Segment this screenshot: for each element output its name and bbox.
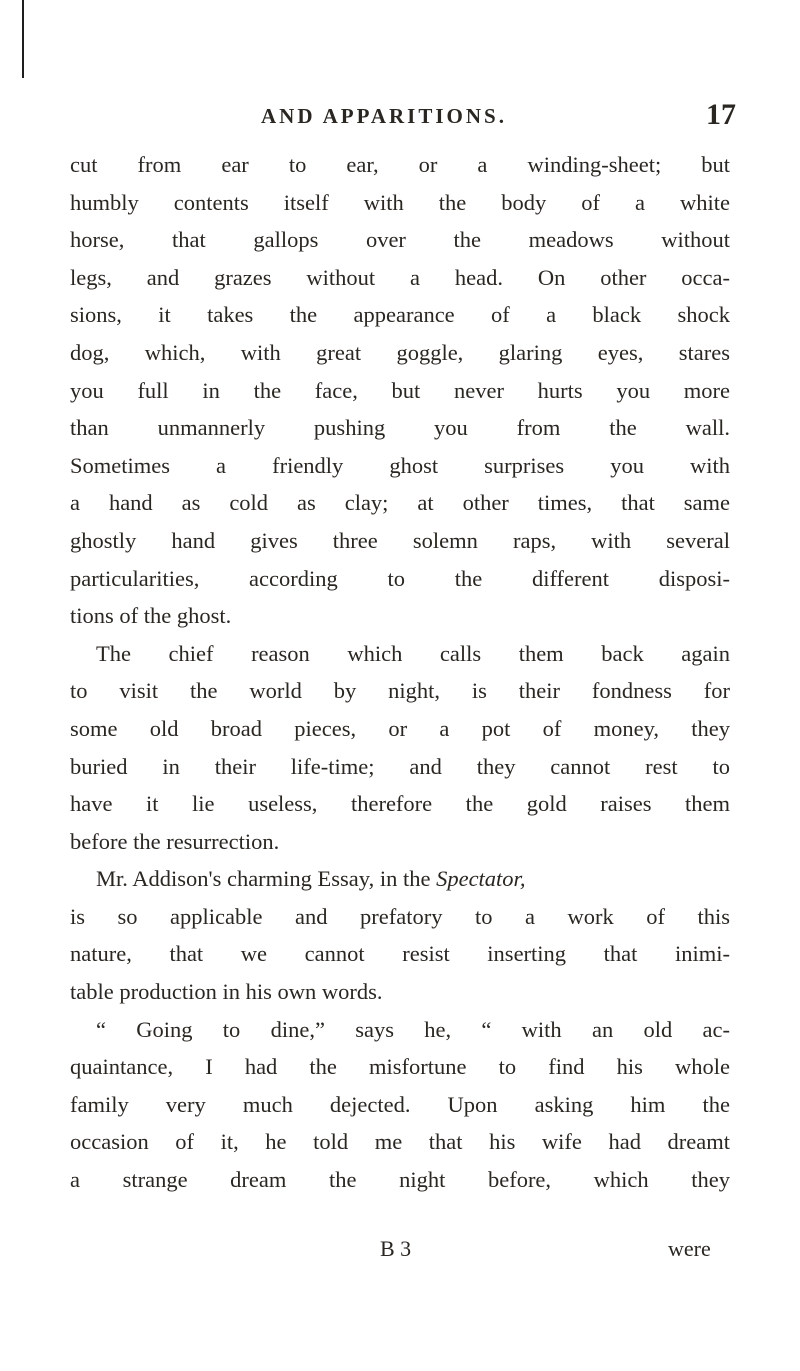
- text-line: cut from ear to ear, or a winding-sheet; but: [70, 152, 730, 177]
- text-line: horse, that gallops over the meadows without: [70, 227, 730, 253]
- running-title: AND APPARITIONS.: [261, 104, 507, 128]
- text-line: before the resurrection.: [70, 828, 280, 854]
- text-line: Sometimes a friendly ghost surprises you with: [70, 452, 730, 478]
- text-line: dog, which, with great goggle, glaring eyes, stares: [70, 339, 730, 365]
- scan-edge-mark: [22, 0, 24, 78]
- text-line: some old broad pieces, or a pot of money, they: [70, 715, 730, 741]
- periodical-title: Spectator,: [436, 866, 526, 892]
- text-line: [70, 860, 730, 898]
- text-line: than unmannerly pushing you from the wall.: [70, 415, 730, 441]
- text-line: table production in his own words.: [70, 979, 383, 1005]
- text-line: legs, and grazes without a head. On other occa-: [70, 264, 730, 290]
- text-line: tions of the ghost.: [70, 603, 232, 629]
- text-line: sions, it takes the appearance of a black shock: [70, 302, 730, 328]
- running-head: [0, 98, 800, 134]
- text-line-segment: Mr. Addison's charming Essay, in the: [96, 866, 431, 892]
- text-line: humbly contents itself with the body of a white: [70, 189, 730, 215]
- text-line: family very much dejected. Upon asking him the: [70, 1091, 730, 1117]
- text-line: to visit the world by night, is their fondness for: [70, 678, 730, 704]
- body-text: [70, 146, 730, 1199]
- text-line: quaintance, I had the misfortune to find his whole: [70, 1054, 730, 1080]
- text-line: have it lie useless, therefore the gold raises them: [70, 791, 730, 817]
- text-line: a strange dream the night before, which they: [70, 1167, 730, 1193]
- text-line: ghostly hand gives three solemn raps, with several: [70, 527, 730, 553]
- text-line: particularities, according to the different disposi-: [70, 565, 730, 591]
- page-number: 17: [706, 98, 736, 131]
- footer-catchline: [0, 1236, 800, 1272]
- text-line: The chief reason which calls them back again: [96, 640, 730, 666]
- signature-mark: B 3: [380, 1236, 412, 1261]
- text-line: a hand as cold as clay; at other times, that same: [70, 490, 730, 516]
- text-line: you full in the face, but never hurts you more: [70, 377, 730, 403]
- catchword: were: [668, 1236, 711, 1261]
- text-line: “ Going to dine,” says he, “ with an old ac-: [96, 1016, 730, 1042]
- text-line: is so applicable and prefatory to a work of this: [70, 903, 730, 929]
- text-line: nature, that we cannot resist inserting that inimi-: [70, 941, 730, 967]
- text-line: buried in their life-time; and they cannot rest to: [70, 753, 730, 779]
- text-line: occasion of it, he told me that his wife had dreamt: [70, 1129, 730, 1155]
